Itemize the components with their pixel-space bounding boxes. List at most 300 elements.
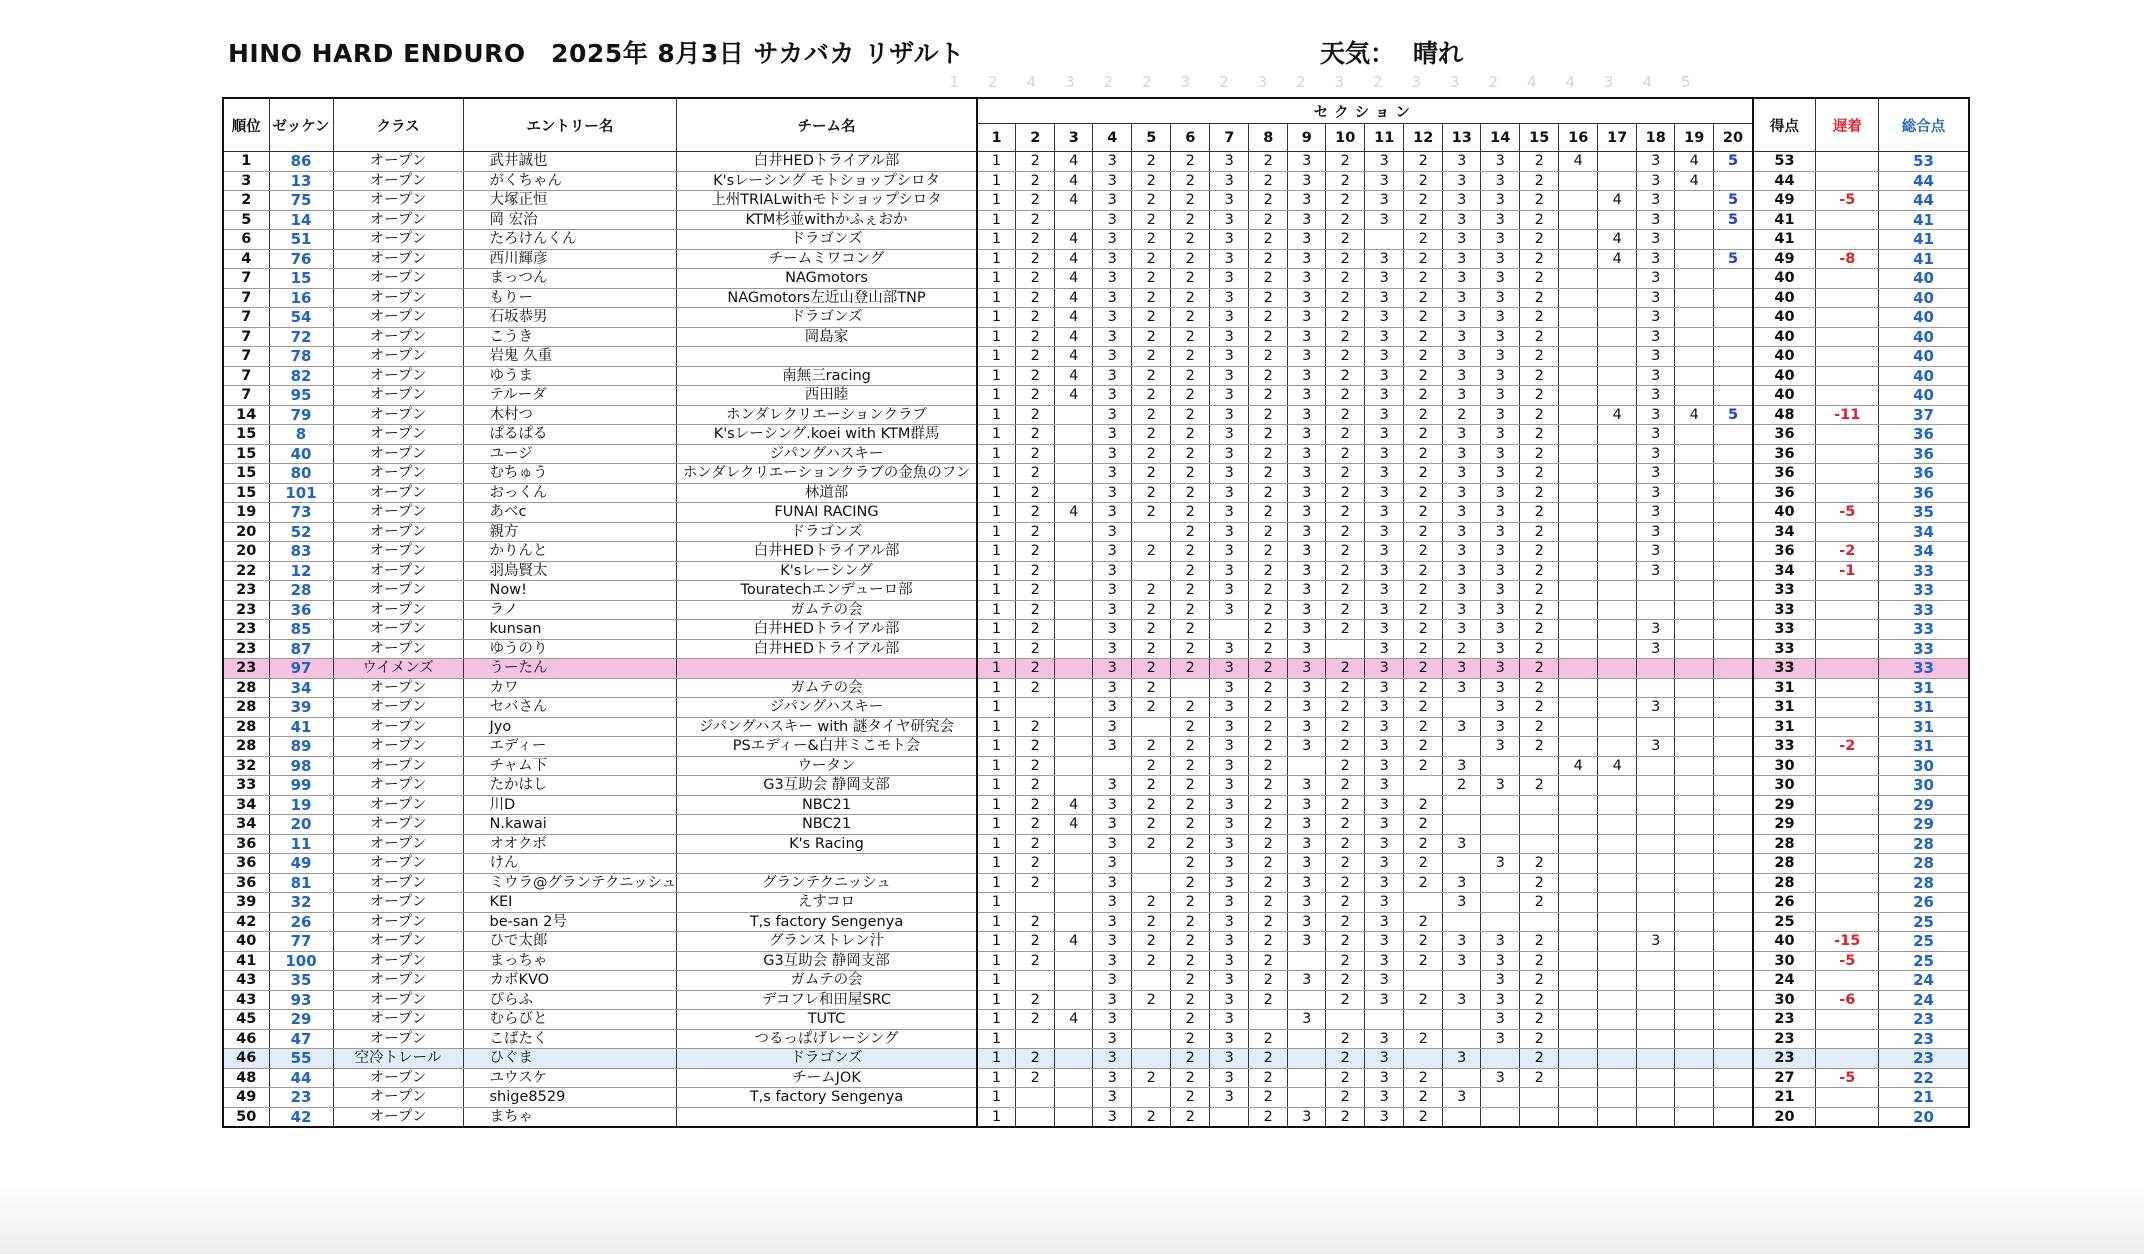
rank-cell: 22 [223,561,269,581]
section-score-cell [1675,561,1714,581]
section-score-cell: 2 [1249,1107,1288,1127]
section-score-cell: 3 [1288,678,1326,698]
section-score-cell [1481,912,1520,932]
section-score-cell: 2 [1404,795,1443,815]
section-score-cell: 4 [1055,269,1093,289]
section-score-cell [1598,483,1637,503]
section-score-cell: 2 [1249,698,1288,718]
total-cell: 30 [1879,756,1969,776]
section-score-cell: 2 [1132,620,1171,640]
section-score-cell: 2 [1016,717,1055,737]
section-score-cell: 2 [1249,561,1288,581]
section-score-cell [1714,347,1753,367]
section-score-cell: 2 [1132,425,1171,445]
section-score-cell: 2 [1132,230,1171,250]
section-score-cell: 2 [1404,737,1443,757]
section-score-cell [1132,1029,1171,1049]
section-score-cell: 2 [1132,542,1171,562]
bib-cell: 11 [269,834,333,854]
ghost-point: 4 [1565,73,1576,91]
late-penalty-cell: -2 [1816,542,1879,562]
total-cell: 30 [1879,776,1969,796]
ghost-point: 2 [1372,73,1383,91]
total-cell: 40 [1879,288,1969,308]
section-score-cell [1559,659,1598,679]
section-score-cell: 3 [1210,600,1249,620]
section-score-cell [1714,776,1753,796]
section-score-cell: 3 [1443,1088,1481,1108]
score-cell: 44 [1753,171,1816,191]
section-score-cell [1055,639,1093,659]
section-score-cell: 3 [1443,717,1481,737]
section-score-cell [1559,444,1598,464]
section-score-cell [1559,971,1598,991]
entry-cell: 岡 宏治 [463,210,677,230]
section-score-cell: 3 [1210,717,1249,737]
section-score-cell: 3 [1443,893,1481,913]
section-score-cell: 3 [1637,230,1675,250]
section-score-cell [1520,1088,1559,1108]
section-score-cell: 2 [1520,210,1559,230]
section-score-cell: 3 [1443,366,1481,386]
section-score-cell [1559,366,1598,386]
section-score-cell: 2 [1171,1049,1210,1069]
section-score-cell: 3 [1365,366,1404,386]
section-score-cell: 3 [1093,912,1132,932]
bib-cell: 35 [269,971,333,991]
rank-cell: 14 [223,405,269,425]
total-cell: 40 [1879,347,1969,367]
table-row [223,639,1969,659]
section-score-cell: 2 [1326,659,1365,679]
section-score-cell: 3 [1210,386,1249,406]
section-score-cell: 3 [1365,327,1404,347]
weather-info [1320,34,1463,70]
late-penalty-cell [1816,152,1879,172]
section-score-cell [1598,893,1637,913]
section-score-cell: 3 [1288,600,1326,620]
bib-cell: 23 [269,1088,333,1108]
col-entry: エントリー名 [463,98,677,152]
class-cell: オープン [333,854,463,874]
section-score-cell: 2 [1171,483,1210,503]
section-score-cell [1443,1107,1481,1127]
section-score-cell: 3 [1093,522,1132,542]
section-score-cell: 1 [977,1049,1016,1069]
table-row [223,425,1969,445]
section-score-cell [1559,795,1598,815]
section-score-cell: 3 [1637,425,1675,445]
section-score-cell: 3 [1481,600,1520,620]
late-penalty-cell [1816,1010,1879,1030]
section-score-cell [1559,815,1598,835]
section-score-cell: 3 [1288,717,1326,737]
ghost-section-points [935,73,1705,91]
section-score-cell: 2 [1132,444,1171,464]
section-score-cell [1598,327,1637,347]
section-score-cell: 1 [977,288,1016,308]
section-score-cell: 3 [1210,522,1249,542]
section-score-cell: 3 [1365,581,1404,601]
section-score-cell: 3 [1443,191,1481,211]
class-cell: オープン [333,1088,463,1108]
section-score-cell: 2 [1016,990,1055,1010]
section-score-cell: 2 [1132,464,1171,484]
table-row [223,1068,1969,1088]
total-cell: 41 [1879,210,1969,230]
section-score-cell [1598,425,1637,445]
late-penalty-cell [1816,308,1879,328]
late-penalty-cell [1816,444,1879,464]
section-score-cell: 3 [1210,951,1249,971]
section-score-cell [1055,1049,1093,1069]
section-score-cell [1598,366,1637,386]
table-row [223,542,1969,562]
section-score-cell: 3 [1481,1010,1520,1030]
section-score-cell: 3 [1093,152,1132,172]
section-score-cell: 4 [1055,366,1093,386]
bib-cell: 8 [269,425,333,445]
section-score-cell: 2 [1520,561,1559,581]
section-score-cell: 2 [1171,522,1210,542]
table-row [223,1010,1969,1030]
section-score-cell: 2 [1326,464,1365,484]
section-score-cell: 1 [977,717,1016,737]
section-score-cell [1016,1107,1055,1127]
section-score-cell [1559,912,1598,932]
section-score-cell: 2 [1249,464,1288,484]
section-number-header: 1 [977,124,1016,152]
bib-cell: 15 [269,269,333,289]
class-cell: オープン [333,171,463,191]
team-cell: 南無三racing [677,366,977,386]
total-cell: 31 [1879,678,1969,698]
section-score-cell: 2 [1520,464,1559,484]
section-score-cell: 2 [1132,912,1171,932]
section-score-cell: 3 [1481,854,1520,874]
section-score-cell: 3 [1481,951,1520,971]
late-penalty-cell [1816,659,1879,679]
section-score-cell: 3 [1637,210,1675,230]
section-score-cell [1443,912,1481,932]
section-score-cell [1637,756,1675,776]
section-score-cell: 3 [1637,444,1675,464]
section-score-cell [1637,678,1675,698]
section-score-cell [1598,737,1637,757]
table-row [223,815,1969,835]
section-score-cell [1481,795,1520,815]
entry-cell: 武井誠也 [463,152,677,172]
total-cell: 21 [1879,1088,1969,1108]
section-score-cell: 2 [1520,951,1559,971]
section-score-cell [1675,1068,1714,1088]
section-score-cell: 3 [1481,230,1520,250]
section-score-cell: 2 [1249,776,1288,796]
section-score-cell: 3 [1481,405,1520,425]
bib-cell: 98 [269,756,333,776]
section-score-cell: 3 [1443,932,1481,952]
total-cell: 34 [1879,542,1969,562]
section-score-cell: 2 [1326,288,1365,308]
section-score-cell: 3 [1365,600,1404,620]
entry-cell: be-san 2号 [463,912,677,932]
entry-cell: ゆうま [463,366,677,386]
section-score-cell: 3 [1093,327,1132,347]
total-cell: 25 [1879,951,1969,971]
results-table [222,97,1970,1128]
table-row [223,444,1969,464]
class-cell: オープン [333,737,463,757]
score-cell: 27 [1753,1068,1816,1088]
bib-cell: 29 [269,1010,333,1030]
rank-cell: 41 [223,951,269,971]
section-score-cell [1598,1010,1637,1030]
section-score-cell: 3 [1637,561,1675,581]
table-row [223,191,1969,211]
section-score-cell: 2 [1249,308,1288,328]
section-score-cell [1598,912,1637,932]
section-score-cell: 3 [1637,620,1675,640]
section-score-cell [1714,542,1753,562]
rank-cell: 15 [223,464,269,484]
ghost-point: 2 [1295,73,1306,91]
section-score-cell: 3 [1365,717,1404,737]
section-score-cell: 2 [1520,1049,1559,1069]
ghost-point: 3 [1180,73,1191,91]
section-score-cell [1714,854,1753,874]
section-score-cell: 3 [1443,210,1481,230]
section-score-cell [1637,1068,1675,1088]
rank-cell: 43 [223,971,269,991]
entry-cell: うーたん [463,659,677,679]
section-score-cell [1598,795,1637,815]
section-score-cell: 2 [1249,932,1288,952]
section-score-cell: 3 [1443,152,1481,172]
late-penalty-cell: -5 [1816,191,1879,211]
section-score-cell: 3 [1443,834,1481,854]
entry-cell: こばたく [463,1029,677,1049]
entry-cell: ミウラ@グランテクニッシュ [463,873,677,893]
section-score-cell: 2 [1404,464,1443,484]
rank-cell: 7 [223,269,269,289]
section-score-cell: 2 [1443,776,1481,796]
section-score-cell: 3 [1093,249,1132,269]
section-score-cell [1559,990,1598,1010]
section-score-cell [1559,288,1598,308]
section-score-cell: 3 [1210,288,1249,308]
table-row [223,990,1969,1010]
score-cell: 33 [1753,737,1816,757]
late-penalty-cell [1816,522,1879,542]
section-score-cell: 3 [1443,600,1481,620]
section-score-cell: 3 [1637,288,1675,308]
class-cell: オープン [333,308,463,328]
section-score-cell: 2 [1249,171,1288,191]
section-score-cell: 3 [1288,1107,1326,1127]
section-score-cell: 3 [1365,308,1404,328]
rank-cell: 40 [223,932,269,952]
section-score-cell: 2 [1404,620,1443,640]
total-cell: 24 [1879,971,1969,991]
section-score-cell [1055,483,1093,503]
late-penalty-cell [1816,873,1879,893]
section-score-cell: 2 [1171,698,1210,718]
section-score-cell: 2 [1016,464,1055,484]
section-score-cell: 3 [1288,269,1326,289]
section-score-cell: 3 [1210,269,1249,289]
section-score-cell: 2 [1404,756,1443,776]
section-score-cell [1055,873,1093,893]
entry-cell: むらびと [463,1010,677,1030]
rank-cell: 7 [223,327,269,347]
total-cell: 24 [1879,990,1969,1010]
entry-cell: もりー [463,288,677,308]
section-score-cell [1598,581,1637,601]
table-row [223,971,1969,991]
section-score-cell: 2 [1132,347,1171,367]
section-score-cell [1520,834,1559,854]
section-score-cell: 5 [1714,191,1753,211]
section-score-cell: 2 [1249,444,1288,464]
section-score-cell: 3 [1443,327,1481,347]
late-penalty-cell [1816,288,1879,308]
section-score-cell [1637,815,1675,835]
section-score-cell: 3 [1637,932,1675,952]
late-penalty-cell [1816,756,1879,776]
section-score-cell: 2 [1132,210,1171,230]
score-cell: 36 [1753,542,1816,562]
section-score-cell [1675,912,1714,932]
section-score-cell: 3 [1365,347,1404,367]
section-score-cell: 3 [1093,795,1132,815]
section-score-cell: 2 [1016,737,1055,757]
ghost-point: 2 [1218,73,1229,91]
section-score-cell [1675,659,1714,679]
section-score-cell [1714,737,1753,757]
late-penalty-cell [1816,1107,1879,1127]
score-cell: 29 [1753,795,1816,815]
section-score-cell [1132,522,1171,542]
section-score-cell: 2 [1171,912,1210,932]
section-score-cell: 3 [1365,483,1404,503]
weather-value: 晴れ [1413,39,1464,68]
section-score-cell: 3 [1481,444,1520,464]
section-score-cell [1055,1107,1093,1127]
section-score-cell: 2 [1404,483,1443,503]
section-score-cell [1055,698,1093,718]
bib-cell: 80 [269,464,333,484]
section-score-cell: 3 [1093,503,1132,523]
team-cell: えすコロ [677,893,977,913]
team-cell: T,s factory Sengenya [677,1088,977,1108]
section-score-cell: 2 [1249,405,1288,425]
section-score-cell: 2 [1520,483,1559,503]
section-score-cell: 2 [1171,542,1210,562]
rank-cell: 49 [223,1088,269,1108]
section-score-cell: 2 [1249,1088,1288,1108]
section-score-cell: 2 [1326,951,1365,971]
section-score-cell [1675,269,1714,289]
section-score-cell: 4 [1055,249,1093,269]
section-score-cell: 2 [1016,1049,1055,1069]
section-score-cell: 3 [1288,620,1326,640]
section-score-cell [1598,542,1637,562]
section-score-cell: 2 [1016,230,1055,250]
late-penalty-cell: -1 [1816,561,1879,581]
bib-cell: 81 [269,873,333,893]
section-score-cell: 3 [1365,659,1404,679]
section-score-cell [1055,1068,1093,1088]
section-score-cell: 1 [977,269,1016,289]
section-score-cell [1365,230,1404,250]
total-cell: 40 [1879,308,1969,328]
section-score-cell: 3 [1481,990,1520,1010]
section-score-cell: 3 [1365,815,1404,835]
section-score-cell [1714,815,1753,835]
total-cell: 31 [1879,737,1969,757]
section-score-cell: 2 [1249,971,1288,991]
section-score-cell: 3 [1365,912,1404,932]
entry-cell: Jyo [463,717,677,737]
section-score-cell [1598,1068,1637,1088]
section-score-cell: 2 [1326,230,1365,250]
entry-cell: たかはし [463,776,677,796]
section-score-cell [1675,542,1714,562]
rank-cell: 50 [223,1107,269,1127]
section-score-cell [1210,620,1249,640]
bib-cell: 32 [269,893,333,913]
section-score-cell [1714,230,1753,250]
entry-cell: セバさん [463,698,677,718]
score-cell: 53 [1753,152,1816,172]
section-score-cell: 3 [1210,249,1249,269]
section-score-cell: 3 [1481,776,1520,796]
class-cell: オープン [333,503,463,523]
section-score-cell: 2 [1249,639,1288,659]
section-score-cell [1598,873,1637,893]
entry-cell: けん [463,854,677,874]
section-score-cell: 2 [1171,425,1210,445]
bib-cell: 99 [269,776,333,796]
late-penalty-cell [1816,210,1879,230]
score-cell: 31 [1753,698,1816,718]
section-score-cell: 3 [1288,249,1326,269]
section-score-cell: 1 [977,951,1016,971]
section-score-cell [1559,893,1598,913]
section-score-cell: 2 [1132,756,1171,776]
section-score-cell: 2 [1132,483,1171,503]
section-score-cell: 2 [1249,191,1288,211]
section-score-cell: 2 [1171,386,1210,406]
section-score-cell [1055,1088,1093,1108]
section-score-cell: 1 [977,893,1016,913]
section-score-cell: 3 [1288,288,1326,308]
section-score-cell: 2 [1404,639,1443,659]
team-cell: TUTC [677,1010,977,1030]
section-score-cell: 3 [1288,1010,1326,1030]
section-score-cell [1675,873,1714,893]
section-score-cell: 2 [1132,171,1171,191]
section-score-cell: 1 [977,503,1016,523]
section-score-cell [1675,308,1714,328]
section-score-cell: 2 [1326,912,1365,932]
section-score-cell [1675,483,1714,503]
score-cell: 25 [1753,912,1816,932]
late-penalty-cell: -15 [1816,932,1879,952]
late-penalty-cell [1816,600,1879,620]
late-penalty-cell [1816,971,1879,991]
total-cell: 33 [1879,581,1969,601]
